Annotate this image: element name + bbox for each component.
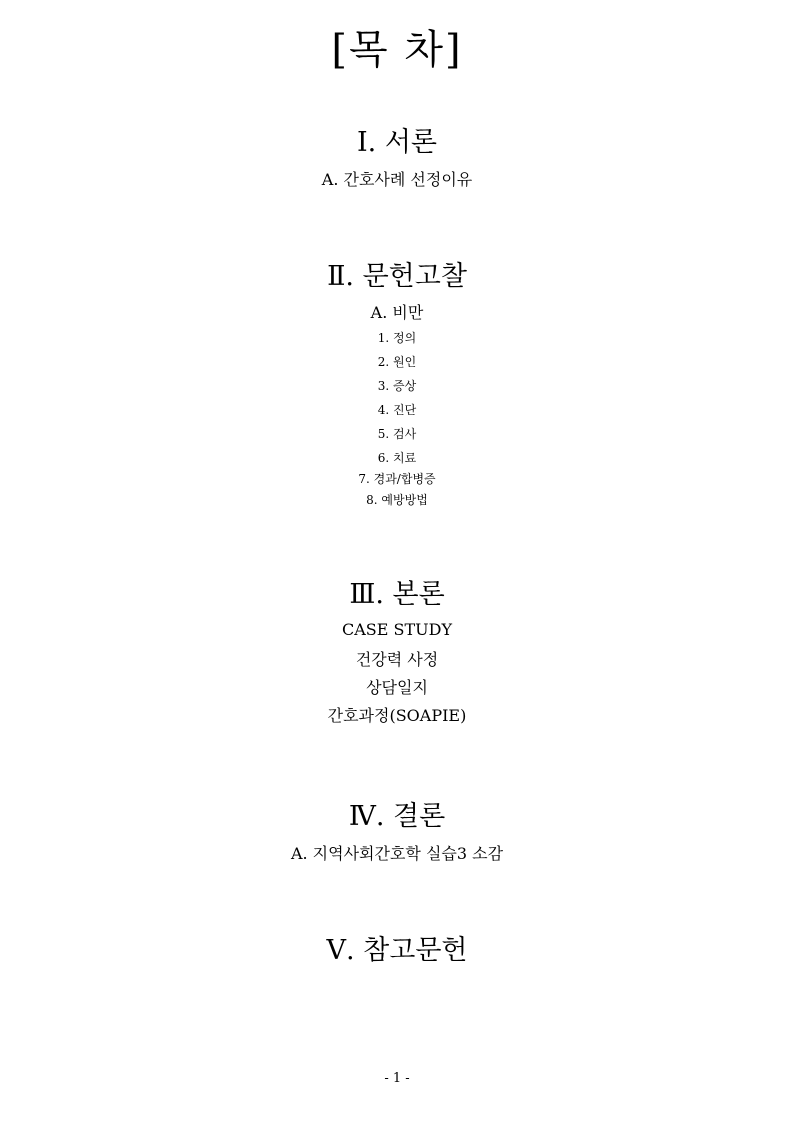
section-2-item: 4. 진단 xyxy=(377,403,417,417)
section-2-item: 5. 검사 xyxy=(377,427,417,441)
section-2-item: 7. 경과/합병증 xyxy=(358,472,436,486)
section-3-item: 상담일지 xyxy=(366,678,428,697)
section-3-item: 간호과정(SOAPIE) xyxy=(327,706,467,725)
section-5-heading: Ⅴ. 참고문헌 xyxy=(326,935,468,966)
section-4-heading: Ⅳ. 결론 xyxy=(348,801,446,832)
section-2-item: 1. 정의 xyxy=(377,331,417,345)
section-3-item: 건강력 사정 xyxy=(355,650,439,669)
section-1-item: A. 간호사례 선정이유 xyxy=(321,170,473,189)
section-2-item: 2. 원인 xyxy=(377,355,417,369)
section-2-item: 6. 치료 xyxy=(377,451,417,465)
section-3-item: CASE STUDY xyxy=(341,620,453,639)
section-3-heading: Ⅲ. 본론 xyxy=(349,579,445,610)
section-4-item: A. 지역사회간호학 실습3 소감 xyxy=(290,844,504,863)
section-2-item: 8. 예방방법 xyxy=(366,493,428,507)
section-2-subheading: A. 비만 xyxy=(370,303,424,322)
page-number: - 1 - xyxy=(384,1071,410,1086)
section-2-heading: Ⅱ. 문헌고찰 xyxy=(327,261,467,292)
section-2-item: 3. 증상 xyxy=(377,379,417,393)
toc-title: [목 차] xyxy=(331,27,463,73)
section-1-heading: Ⅰ. 서론 xyxy=(357,127,437,158)
